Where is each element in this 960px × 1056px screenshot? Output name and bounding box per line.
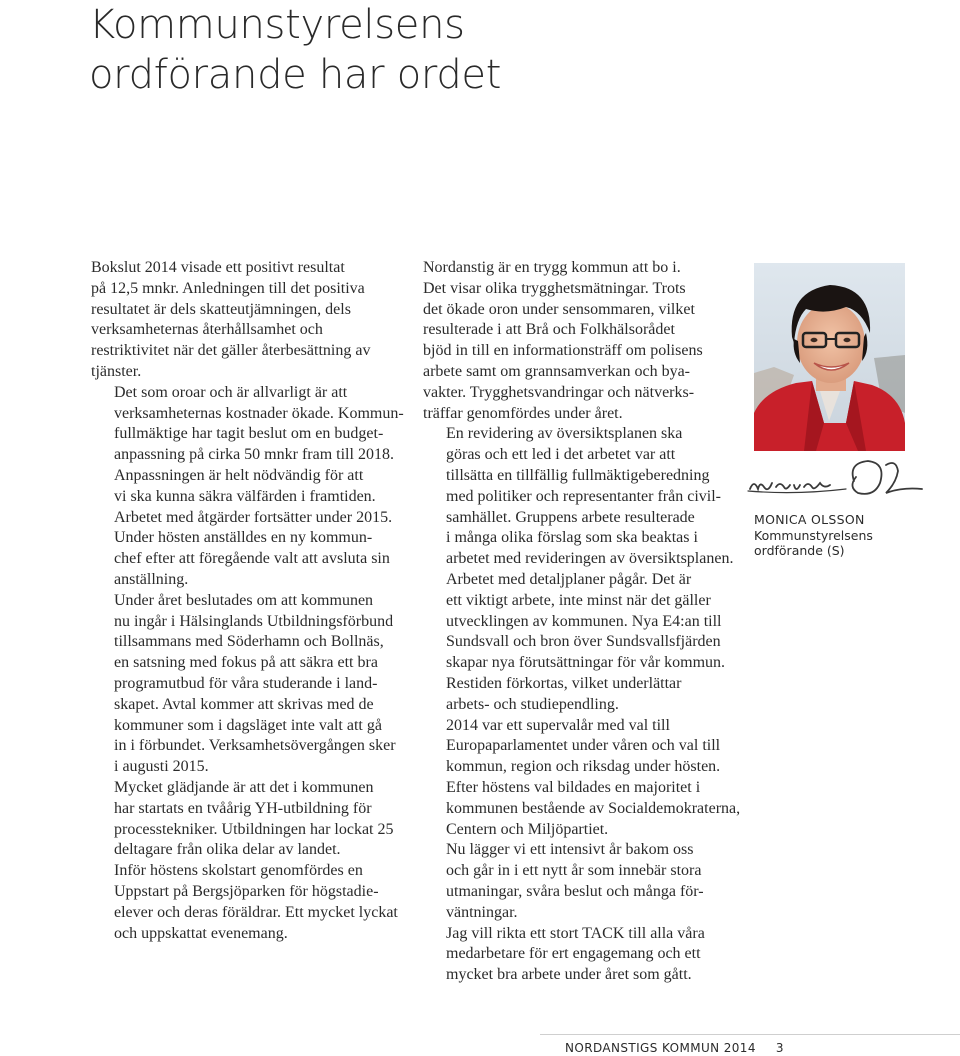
paragraph bbox=[91, 258, 411, 383]
text-line: vakter. Trygghetsvandringar och nätverks- bbox=[423, 383, 695, 401]
text-line: kommun, region och riksdag under hösten. bbox=[446, 758, 721, 776]
text-line: kommuner som i dagsläget inte valt att gå bbox=[114, 716, 382, 734]
paragraph bbox=[91, 591, 411, 778]
text-line: Centern och Miljöpartiet. bbox=[446, 820, 609, 838]
paragraph bbox=[423, 924, 743, 986]
text-line: tillsätta en tillfällig fullmäktigeberedning bbox=[446, 466, 710, 484]
photo-caption bbox=[754, 512, 944, 559]
text-line: Arbetet med detaljplaner pågår. Det är bbox=[446, 570, 692, 588]
text-line: bjöd in till en informationsträff om polisens bbox=[423, 342, 703, 360]
page-title bbox=[89, 0, 501, 100]
text-line: Under hösten anställdes en ny kommun- bbox=[114, 529, 373, 547]
text-line: Inför höstens skolstart genomfördes en bbox=[114, 862, 363, 880]
text-line: Bokslut 2014 visade ett positivt resultat bbox=[91, 259, 345, 276]
text-line: resultatet är dels skatteutjämningen, dels bbox=[91, 300, 351, 318]
text-line: i många olika förslag som ska beaktas i bbox=[446, 529, 698, 547]
text-line: arbets- och studiependling. bbox=[446, 695, 619, 713]
signature-image bbox=[746, 455, 928, 505]
text-line: Det visar olika trygghetsmätningar. Trots bbox=[423, 279, 686, 297]
text-line: 2014 var ett supervalår med val till bbox=[446, 716, 670, 734]
paragraph bbox=[91, 861, 411, 944]
text-line: nu ingår i Hälsinglands Utbildningsförbund bbox=[114, 612, 394, 630]
paragraph bbox=[91, 778, 411, 861]
text-line: Uppstart på Bergsjöparken för högstadie- bbox=[114, 882, 379, 900]
caption-role-line-1: Kommunstyrelsens bbox=[754, 527, 873, 543]
caption-role-line-2: ordförande (S) bbox=[754, 543, 845, 558]
text-line: tjänster. bbox=[91, 362, 142, 380]
footer-divider bbox=[540, 1034, 960, 1035]
text-line: vi ska kunna säkra välfärden i framtiden. bbox=[114, 487, 376, 505]
text-line: Arbetet med åtgärder fortsätter under 2015. bbox=[114, 508, 393, 526]
text-line: träffar genomfördes under året. bbox=[423, 404, 623, 422]
paragraph bbox=[423, 778, 743, 840]
text-line: verksamheternas kostnader ökade. Kommun- bbox=[114, 404, 404, 422]
text-line: tillsammans med Söderhamn och Bollnäs, bbox=[114, 633, 384, 651]
text-line: en satsning med fokus på att säkra ett bra bbox=[114, 654, 378, 672]
text-line: arbete samt om grannsamverkan och bya- bbox=[423, 362, 691, 380]
text-line: och uppskattat evenemang. bbox=[114, 924, 288, 942]
text-line: göras och ett led i det arbetet var att bbox=[446, 446, 676, 464]
text-line: ett viktigt arbete, inte minst när det gäller bbox=[446, 591, 711, 609]
text-line: resulterade i att Brå och Folkhälsorådet bbox=[423, 321, 675, 339]
text-line: väntningar. bbox=[446, 903, 518, 921]
text-line: Mycket glädjande är att det i kommunen bbox=[114, 778, 374, 796]
paragraph bbox=[423, 258, 743, 424]
text-line: skapar nya förutsättningar för vår kommun. bbox=[446, 654, 726, 672]
text-line: Efter höstens val bildades en majoritet i bbox=[446, 778, 701, 796]
text-line: Under året beslutades om att kommunen bbox=[114, 591, 374, 609]
text-line: programutbud för våra studerande i land- bbox=[114, 674, 378, 692]
text-line: elever och deras föräldrar. Ett mycket lyckat bbox=[114, 903, 398, 921]
text-line: anställning. bbox=[114, 570, 189, 588]
paragraph bbox=[423, 570, 743, 716]
page-number: 3 bbox=[775, 1041, 784, 1055]
text-line: med politiker och representanter från civil- bbox=[446, 487, 721, 505]
text-line: på 12,5 mnkr. Anledningen till det positiva bbox=[91, 279, 365, 297]
text-line: i augusti 2015. bbox=[114, 758, 209, 776]
text-line: deltagare från olika delar av landet. bbox=[114, 841, 341, 859]
text-line: Nu lägger vi ett intensivt år bakom oss bbox=[446, 841, 694, 859]
paragraph bbox=[423, 424, 743, 570]
text-line: processtekniker. Utbildningen har lockat 25 bbox=[114, 820, 394, 838]
footer-publication: NORDANSTIGS KOMMUN 2014 bbox=[565, 1041, 756, 1055]
text-line: verksamheternas återhållsamhet och bbox=[91, 321, 323, 339]
page-footer bbox=[565, 1041, 784, 1055]
text-line: utvecklingen av kommunen. Nya E4:an till bbox=[446, 612, 722, 630]
text-line: Europaparlamentet under våren och val till bbox=[446, 737, 721, 755]
text-line: mycket bra arbete under året som gått. bbox=[446, 966, 692, 984]
text-line: samhället. Gruppens arbete resulterade bbox=[446, 508, 695, 526]
text-line: Jag vill rikta ett stort TACK till alla våra bbox=[446, 924, 705, 942]
text-line: chef efter att föregående valt att avsluta sin bbox=[114, 550, 390, 568]
text-line: anpassning på cirka 50 mnkr fram till 2018. bbox=[114, 446, 394, 464]
text-line: Det som oroar och är allvarligt är att bbox=[114, 383, 348, 401]
text-line: det ökade oron under sensommaren, vilket bbox=[423, 300, 695, 318]
text-line: fullmäktige har tagit beslut om en budget- bbox=[114, 425, 384, 443]
paragraph bbox=[91, 383, 411, 529]
text-line: Sundsvall och bron över Sundsvallsfjärden bbox=[446, 633, 721, 651]
paragraph bbox=[423, 840, 743, 923]
portrait-photo bbox=[754, 263, 905, 451]
text-line: kommunen bestående av Socialdemokraterna, bbox=[446, 799, 741, 817]
text-line: och går in i ett nytt år som innebär stora bbox=[446, 862, 702, 880]
title-line-1: Kommunstyrelsens bbox=[89, 2, 465, 48]
paragraph bbox=[91, 528, 411, 590]
middle-text-column bbox=[423, 258, 743, 986]
text-line: arbetet med revideringen av översiktsplanen. bbox=[446, 550, 734, 568]
text-line: En revidering av översiktsplanen ska bbox=[446, 425, 683, 443]
text-line: har startats en tvåårig YH-utbildning för bbox=[114, 799, 372, 817]
text-line: restriktivitet när det gäller återbesättning av bbox=[91, 342, 371, 360]
text-line: medarbetare för ert engagemang och ett bbox=[446, 945, 701, 963]
paragraph bbox=[423, 716, 743, 778]
left-text-column bbox=[91, 258, 411, 944]
caption-name: MONICA OLSSON bbox=[754, 512, 865, 527]
text-line: Restiden förkortas, vilket underlättar bbox=[446, 674, 682, 692]
text-line: utmaningar, svåra beslut och många för- bbox=[446, 882, 704, 900]
title-line-2: ordförande har ordet bbox=[89, 52, 502, 98]
text-line: Nordanstig är en trygg kommun att bo i. bbox=[423, 259, 681, 276]
text-line: Anpassningen är helt nödvändig för att bbox=[114, 466, 364, 484]
text-line: skapet. Avtal kommer att skrivas med de bbox=[114, 695, 374, 713]
text-line: in i förbundet. Verksamhetsövergången sker bbox=[114, 737, 396, 755]
